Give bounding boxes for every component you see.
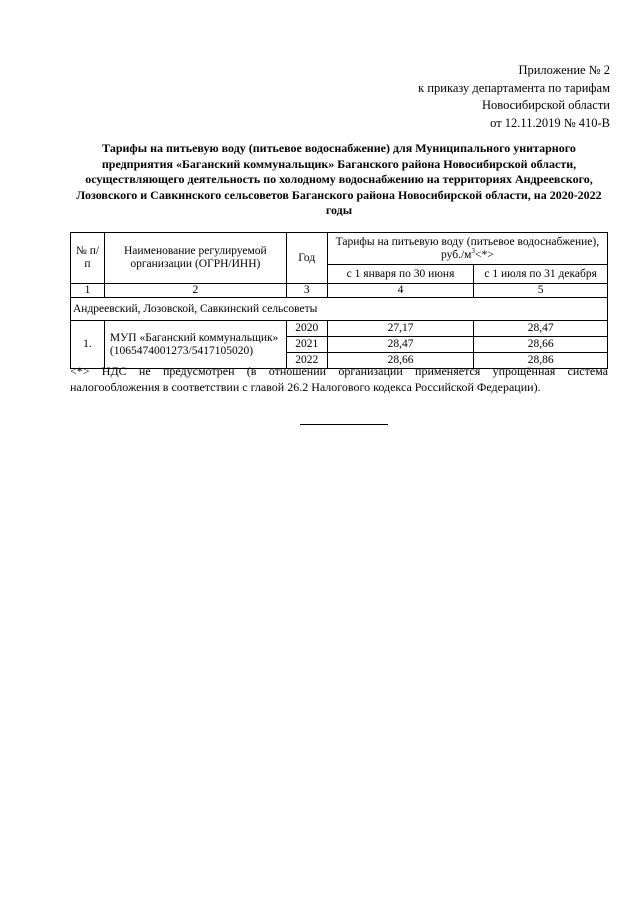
- appendix-line-2: к приказу департамента по тарифам: [418, 80, 610, 95]
- organization-name: МУП «Баганский коммунальщик» (1065474001273/5417105020): [104, 321, 286, 369]
- header-year: Год: [286, 233, 327, 284]
- section-label: Андреевский, Лозовской, Савкинский сельсоветы: [71, 298, 608, 321]
- header-tariff-unit-sup: 3: [471, 246, 475, 255]
- header-period-2: с 1 июля по 31 декабря: [474, 265, 608, 284]
- tariff-h2-cell: 28,86: [474, 353, 608, 369]
- column-number: 1: [71, 284, 105, 298]
- header-tariff: [327, 233, 607, 265]
- column-number: 3: [286, 284, 327, 298]
- table-section-row: [71, 298, 608, 321]
- year-cell: 2022: [286, 353, 327, 369]
- table-header-row: [71, 233, 608, 265]
- end-divider: [300, 424, 388, 425]
- tariff-h2-cell: 28,47: [474, 321, 608, 337]
- column-number: 5: [474, 284, 608, 298]
- tariff-h1-cell: 28,47: [327, 337, 474, 353]
- header-tariff-label: Тарифы на питьевую воду (питьевое водоснабжение), руб./м: [335, 235, 600, 261]
- header-period-1: с 1 января по 30 июня: [327, 265, 474, 284]
- appendix-line-3: Новосибирской области: [481, 98, 610, 112]
- column-number: 2: [104, 284, 286, 298]
- appendix-header: [418, 62, 610, 132]
- appendix-line-4: от 12.11.2019 № 410-В: [490, 115, 610, 130]
- year-cell: 2020: [286, 321, 327, 337]
- table-row: [71, 321, 608, 337]
- year-cell: 2021: [286, 337, 327, 353]
- tariff-h2-cell: 28,66: [474, 337, 608, 353]
- tariff-h1-cell: 27,17: [327, 321, 474, 337]
- appendix-line-1: Приложение № 2: [518, 63, 610, 77]
- header-organization: Наименование регулируемой организации (ОГРН/ИНН): [104, 233, 286, 284]
- header-num: № п/п: [71, 233, 105, 284]
- vat-note: <*> НДС не предусмотрен (в отношении организации применяется упрощённая система налогообложения в соответствии с главой 26.2 Налогового кодекса Российской Федерации).: [70, 364, 608, 394]
- header-tariff-note-mark: <*>: [474, 248, 494, 261]
- row-number: 1.: [71, 321, 105, 369]
- document-title: Тарифы на питьевую воду (питьевое водоснабжение) для Муниципального унитарного предприятия «Баганский коммунальщик» Баганского района Новосибирской области, осуществляющего деятельность по холодному водоснабжению на территориях Андреевского, Лозовского и Савкинского сельсоветов Баганского района Новосибирской области, на 2020-2022 годы: [76, 141, 602, 217]
- table-column-numbers-row: [71, 284, 608, 298]
- column-number: 4: [327, 284, 474, 298]
- tariff-h1-cell: 28,66: [327, 353, 474, 369]
- tariff-table: [70, 232, 608, 369]
